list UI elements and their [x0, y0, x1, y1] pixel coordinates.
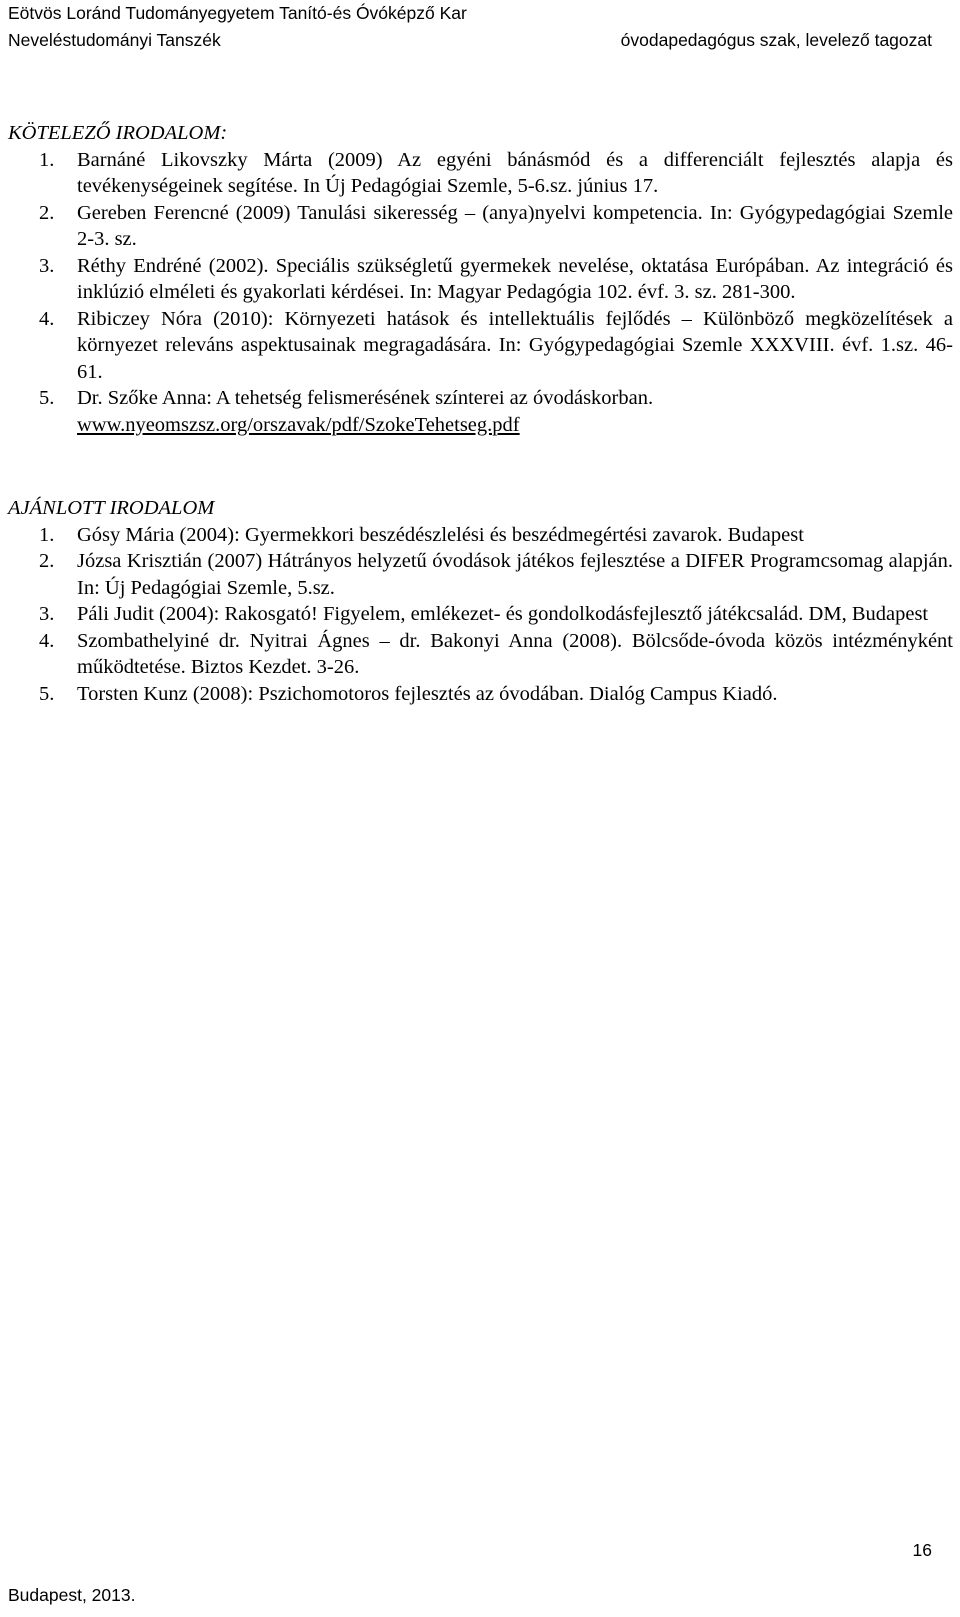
list-item [8, 306, 953, 386]
list-item [8, 681, 953, 708]
item-number: 3. [39, 603, 55, 625]
item-number: 1. [39, 523, 55, 546]
list-item [8, 200, 953, 253]
document-body [8, 120, 953, 707]
item-number: 5. [39, 387, 55, 409]
department-name: Neveléstudományi Tanszék [8, 30, 221, 50]
item-number: 4. [39, 629, 55, 652]
institution-name: Eötvös Loránd Tudományegyetem Tanító-és Óvóképző Kar [8, 3, 467, 23]
page-header [8, 0, 932, 54]
item-number: 2. [39, 550, 55, 572]
item-text: Torsten Kunz (2008): Pszichomotoros fejlesztés az óvodában. Dialóg Campus Kiadó. [77, 682, 778, 705]
page-number: 16 [912, 1540, 932, 1560]
item-text: Ribiczey Nóra (2010): Környezeti hatások és intellektuális fejlődés – Különböző megközelítések a környezet releváns aspektusainak megragadására. In: Gyógypedagógiai Szemle XXXVIII. évf. 1.sz. 46-61. [77, 307, 953, 383]
list-item [8, 522, 953, 549]
recommended-literature-list [8, 522, 953, 708]
item-text: Réthy Endréné (2002). Speciális szükségletű gyermekek nevelése, oktatása Európában. Az integráció és inklúzió elméleti és gyakorlati kérdései. In: Magyar Pedagógia 102. évf. 3. sz. 281-300. [77, 254, 953, 303]
header-second-line [8, 27, 932, 54]
item-text: Gereben Ferencné (2009) Tanulási sikeresség – (anya)nyelvi kompetencia. In: Gyógypedagógiai Szemle 2-3. sz. [77, 201, 953, 250]
required-literature-list [8, 147, 953, 439]
item-number: 4. [39, 307, 55, 330]
list-item [8, 253, 953, 306]
recommended-literature-title: AJÁNLOTT IRODALOM [8, 497, 215, 519]
required-literature-title: KÖTELEZŐ IRODALOM: [8, 122, 228, 144]
list-item [8, 147, 953, 200]
item-number: 3. [39, 254, 55, 277]
list-item [8, 385, 953, 438]
list-item [8, 628, 953, 681]
item-text: Szombathelyiné dr. Nyitrai Ágnes – dr. Bakonyi Anna (2008). Bölcsőde-óvoda közös intézményként működtetése. Biztos Kezdet. 3-26. [77, 629, 953, 678]
program-name: óvodapedagógus szak, levelező tagozat [620, 30, 932, 50]
item-text: Páli Judit (2004): Rakosgató! Figyelem, emlékezet- és gondolkodásfejlesztő játékcsalád. DM, Budapest [77, 603, 929, 625]
item-number: 5. [39, 682, 55, 705]
item-text: Dr. Szőke Anna: A tehetség felismerésének színterei az óvodáskorban. [77, 387, 654, 409]
item-number: 2. [39, 201, 55, 224]
footer-place-date: Budapest, 2013. [8, 1585, 136, 1605]
item-number: 1. [39, 148, 55, 171]
item-text: Gósy Mária (2004): Gyermekkori beszédészlelési és beszédmegértési zavarok. Budapest [77, 523, 804, 546]
item-text: Józsa Krisztián (2007) Hátrányos helyzetű óvodások játékos fejlesztése a DIFER Programcsomag alapján. In: Új Pedagógiai Szemle, 5.sz. [77, 550, 953, 599]
list-item [8, 548, 953, 601]
reference-link[interactable]: www.nyeomszsz.org/orszavak/pdf/SzokeTehetseg.pdf [77, 413, 520, 436]
item-text: Barnáné Likovszky Márta (2009) Az egyéni bánásmód és a differenciált fejlesztés alapja és tevékenységeinek segítése. In Új Pedagógiai Szemle, 5-6.sz. június 17. [77, 148, 953, 197]
list-item [8, 601, 953, 628]
